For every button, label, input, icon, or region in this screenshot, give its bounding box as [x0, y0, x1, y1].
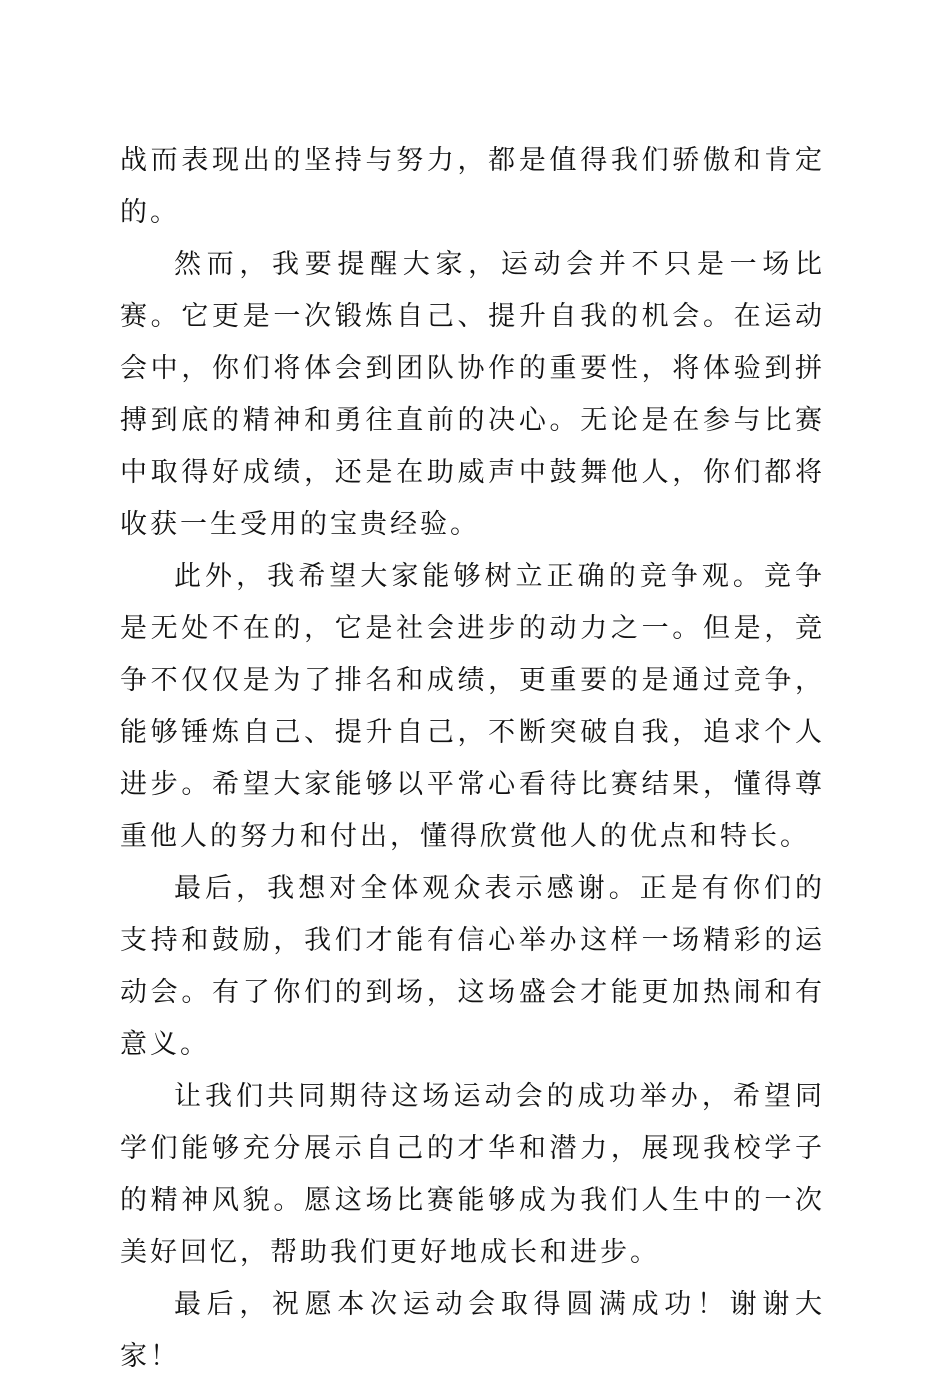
paragraph-reminder: 然而，我要提醒大家，运动会并不只是一场比赛。它更是一次锻炼自己、提升自我的机会。在运动会中，你们将体会到团队协作的重要性，将体验到拼搏到底的精神和勇往直前的决心。无论是在参与比赛中取得好成绩，还是在助威声中鼓舞他人，你们都将收获一生受用的宝贵经验。	[120, 249, 825, 540]
paragraph-closing: 最后，祝愿本次运动会取得圆满成功！谢谢大家！	[120, 1289, 825, 1372]
document-body	[120, 135, 825, 1383]
paragraph-competition: 此外，我希望大家能够树立正确的竞争观。竞争是无处不在的，它是社会进步的动力之一。但是，竞争不仅仅是为了排名和成绩，更重要的是通过竞争，能够锤炼自己、提升自己，不断突破自我，追求个人进步。希望大家能够以平常心看待比赛结果，懂得尊重他人的努力和付出，懂得欣赏他人的优点和特长。	[120, 561, 825, 852]
paragraph-thanks: 最后，我想对全体观众表示感谢。正是有你们的支持和鼓励，我们才能有信心举办这样一场精彩的运动会。有了你们的到场，这场盛会才能更加热闹和有意义。	[120, 873, 825, 1060]
paragraph-expectation: 让我们共同期待这场运动会的成功举办，希望同学们能够充分展示自己的才华和潜力，展现我校学子的精神风貌。愿这场比赛能够成为我们人生中的一次美好回忆，帮助我们更好地成长和进步。	[120, 1081, 825, 1268]
paragraph-continuation: 战而表现出的坚持与努力，都是值得我们骄傲和肯定的。	[120, 145, 825, 228]
